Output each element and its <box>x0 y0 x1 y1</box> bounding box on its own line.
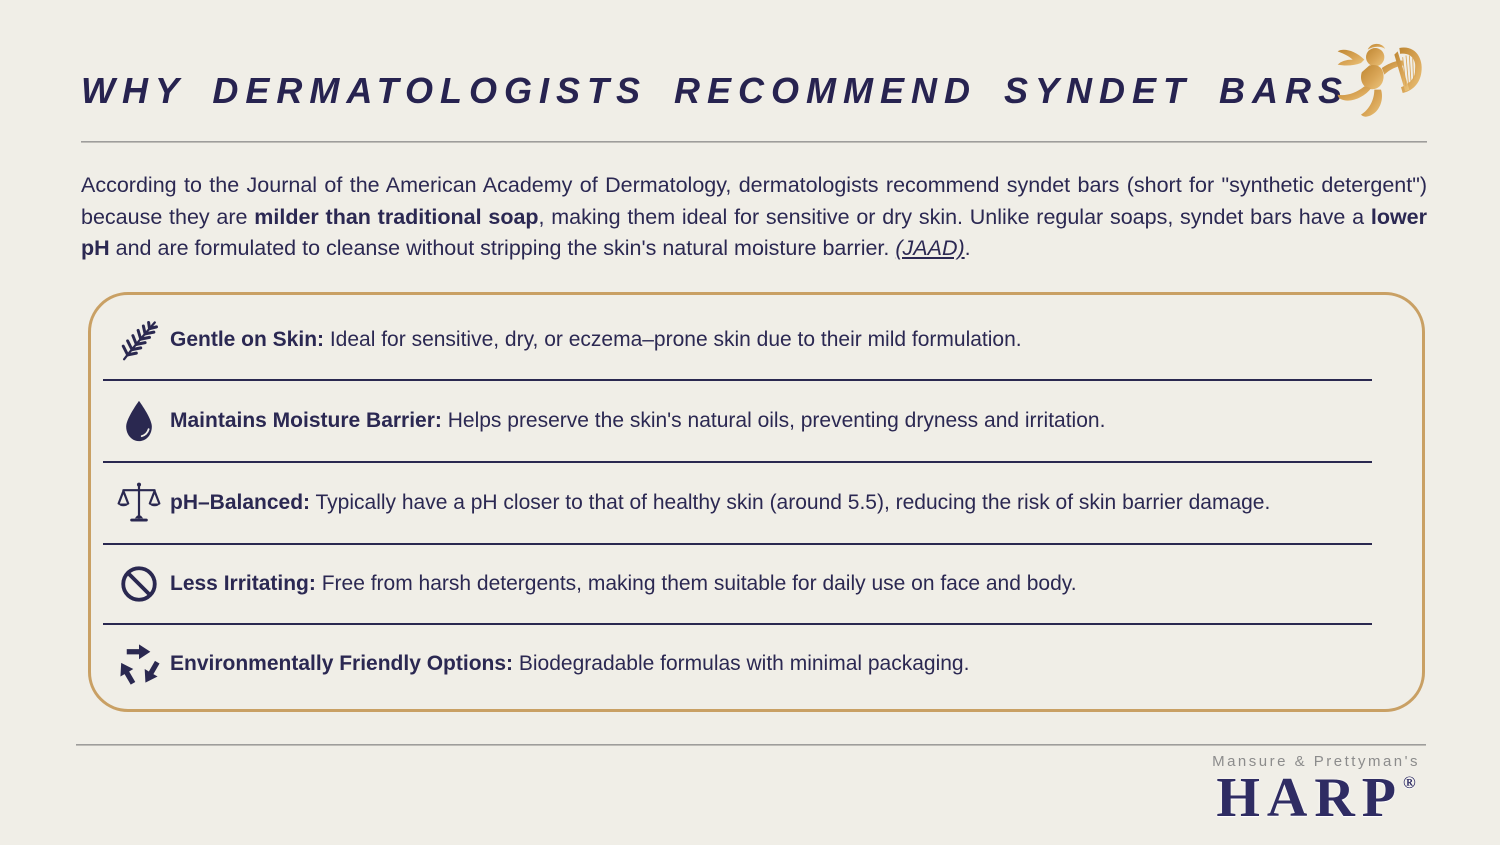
droplet-icon <box>108 399 170 443</box>
row-divider <box>103 379 1372 381</box>
benefit-text: Typically have a pH closer to that of healthy skin (around 5.5), reducing the risk of skin barrier damage. <box>310 491 1271 514</box>
recycle-icon <box>108 643 170 685</box>
text-segment: lower pH <box>81 204 1427 260</box>
benefit-row-ph-balanced <box>91 481 1422 525</box>
benefit-row-less-irritating <box>91 563 1422 605</box>
text-segment: , making them ideal for sensitive or dry skin. Unlike regular soaps, syndet bars have a <box>538 204 1371 229</box>
text-segment: According to the Journal of the American Academy of Dermatology, dermatologists recommend syndet bars (short for "synthetic detergent") because they are <box>81 173 1427 229</box>
brand-name-text <box>1212 767 1420 829</box>
brand-small-text: Mansure & Prettyman's <box>1212 753 1420 770</box>
benefit-label: Gentle on Skin: <box>170 328 325 351</box>
title-underline <box>81 141 1427 143</box>
jaad-citation-link[interactable]: (JAAD) <box>895 236 965 260</box>
text-segment: and are formulated to cleanse without stripping the skin's natural moisture barrier. <box>109 236 896 260</box>
benefit-row-gentle-on-skin <box>91 319 1422 361</box>
text-segment: milder than traditional soap <box>254 204 539 229</box>
intro-paragraph <box>81 170 1427 265</box>
brand-logo <box>1212 753 1420 827</box>
benefit-text: Ideal for sensitive, dry, or eczema–prone skin due to their mild formulation. <box>324 328 1022 351</box>
brand-wordmark: HARP <box>1216 767 1404 829</box>
registered-trademark-symbol: ® <box>1403 773 1416 792</box>
benefit-label: Less Irritating: <box>170 572 316 595</box>
page-title: WHY DERMATOLOGISTS RECOMMEND SYNDET BARS <box>81 70 1350 111</box>
benefit-text: Helps preserve the skin's natural oils, preventing dryness and irritation. <box>441 409 1106 432</box>
row-divider <box>103 461 1372 463</box>
benefit-label: pH–Balanced: <box>170 491 311 514</box>
row-divider <box>103 623 1372 625</box>
scales-icon <box>108 481 170 525</box>
benefit-row-moisture-barrier <box>91 399 1422 443</box>
benefit-row-eco-friendly <box>91 643 1422 685</box>
row-divider <box>103 543 1372 545</box>
text-segment: . <box>964 236 971 260</box>
cherub-harp-icon <box>1336 38 1436 138</box>
footer-divider <box>76 744 1426 746</box>
no-sign-icon <box>108 563 170 605</box>
benefits-card <box>88 292 1425 712</box>
benefit-label: Environmentally Friendly Options: <box>170 652 514 675</box>
benefit-text: Biodegradable formulas with minimal packaging. <box>513 652 970 675</box>
leaf-icon <box>108 319 170 361</box>
benefit-text: Free from harsh detergents, making them suitable for daily use on face and body. <box>315 572 1077 595</box>
benefit-label: Maintains Moisture Barrier: <box>170 409 442 432</box>
